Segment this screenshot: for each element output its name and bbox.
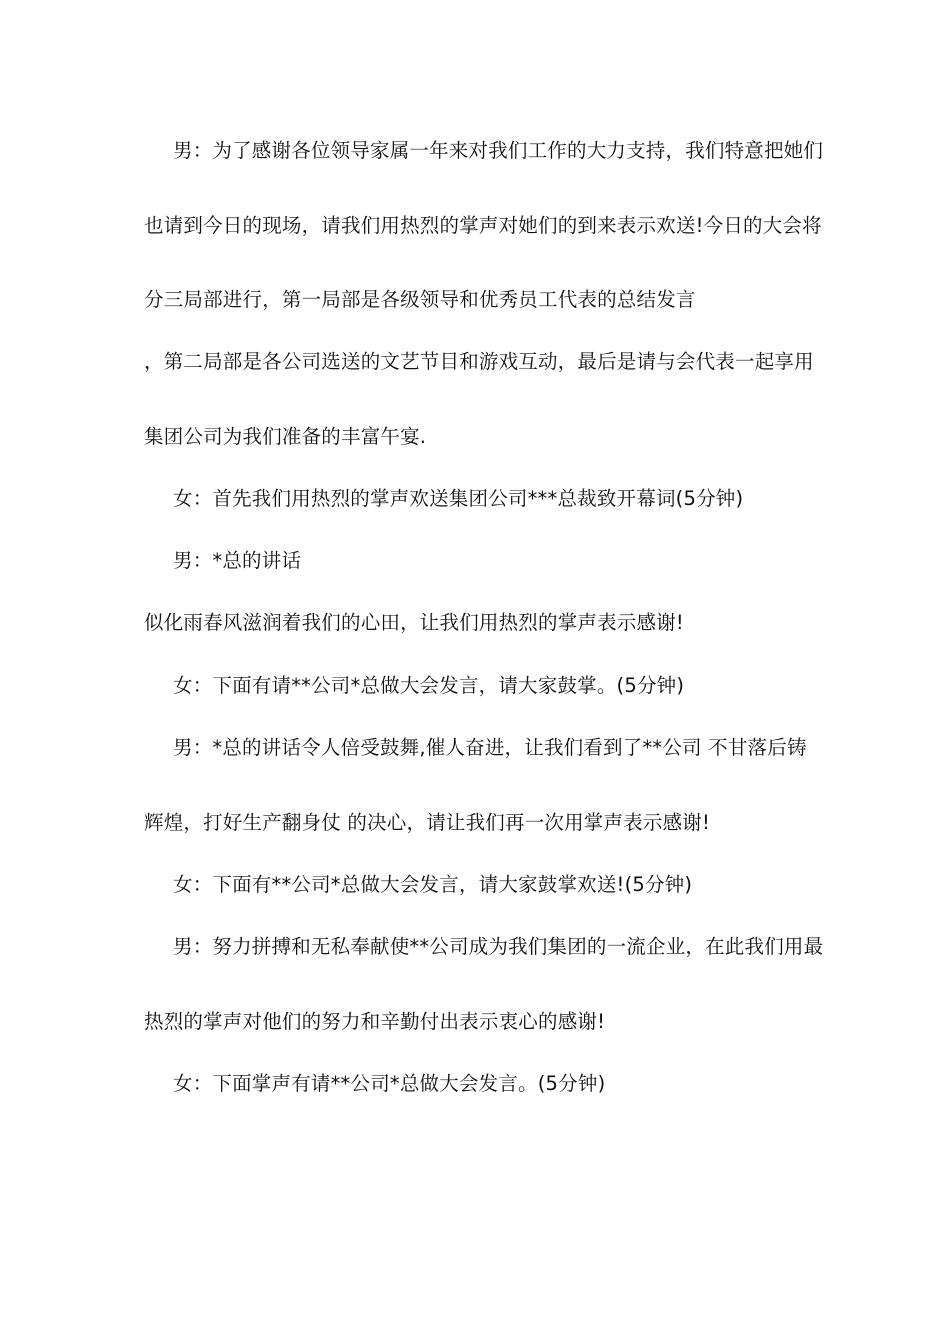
text-line: 女：下面有请**公司*总做大会发言，请大家鼓掌。(5分钟) <box>173 674 685 697</box>
text-line: 女：首先我们用热烈的掌声欢送集团公司***总裁致开幕词(5分钟) <box>173 487 744 510</box>
text-line: ，第二局部是各公司选送的文艺节目和游戏互动，最后是请与会代表一起享用 <box>144 350 814 373</box>
text-line: 分三局部进行，第一局部是各级领导和优秀员工代表的总结发言 <box>144 288 696 311</box>
text-line: 男：为了感谢各位领导家属一年来对我们工作的大力支持，我们特意把她们 <box>173 139 824 162</box>
text-line: 男：*总的讲话 <box>173 549 302 572</box>
text-line: 女：下面掌声有请**公司*总做大会发言。(5分钟) <box>173 1072 606 1095</box>
text-line: 热烈的掌声对他们的努力和辛勤付出表示衷心的感谢! <box>144 1010 606 1033</box>
text-line: 集团公司为我们准备的丰富午宴. <box>144 425 427 448</box>
text-line: 也请到今日的现场，请我们用热烈的掌声对她们的到来表示欢送!今日的大会将 <box>144 214 822 237</box>
text-line: 辉煌，打好生产翻身仗 的决心，请让我们再一次用掌声表示感谢! <box>144 811 711 834</box>
text-line: 似化雨春风滋润着我们的心田，让我们用热烈的掌声表示感谢! <box>144 611 684 634</box>
text-line: 女：下面有**公司*总做大会发言，请大家鼓掌欢送!(5分钟) <box>173 873 693 896</box>
text-line: 男：努力拼搏和无私奉献使**公司成为我们集团的一流企业，在此我们用最 <box>173 935 824 958</box>
text-line: 男：*总的讲话令人倍受鼓舞,催人奋进，让我们看到了**公司 不甘落后铸 <box>173 736 807 759</box>
